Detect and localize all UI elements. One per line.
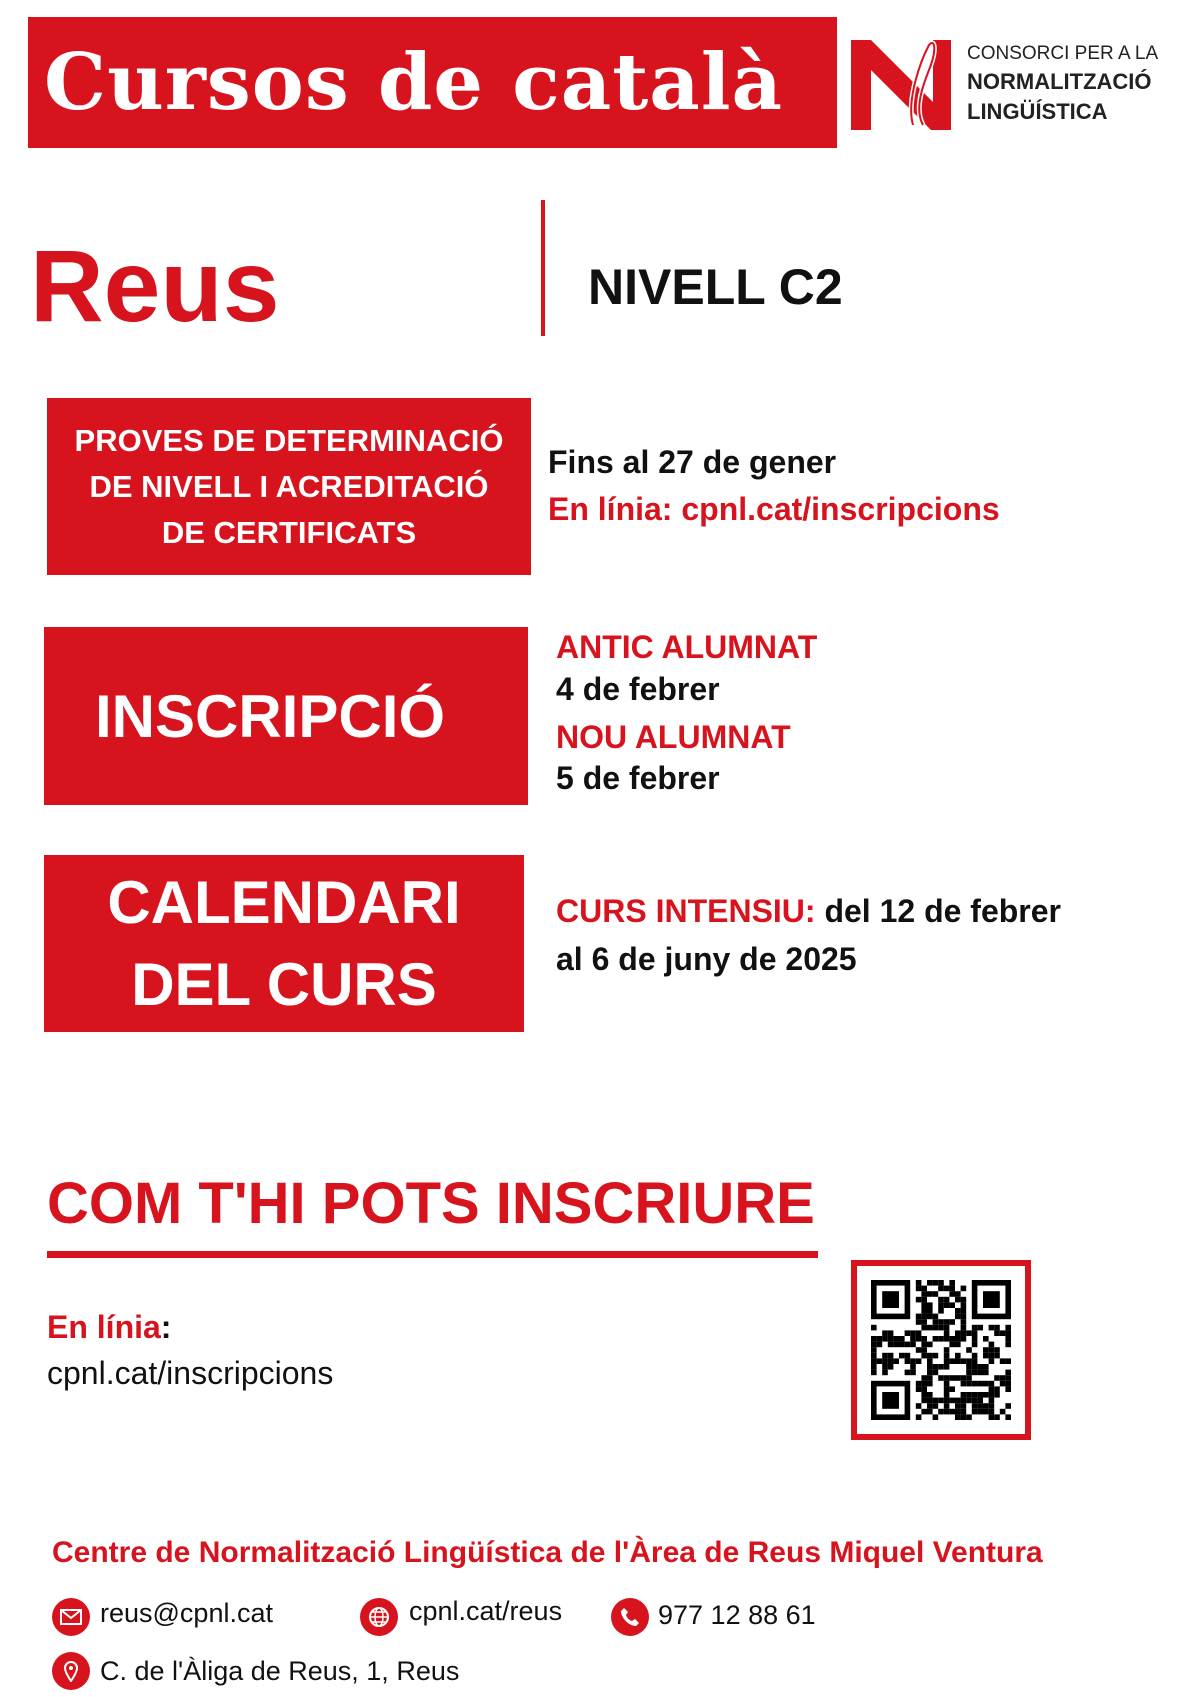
email-link[interactable]: reus@cpnl.cat [100, 1598, 273, 1628]
online-registration-link[interactable]: En línia: cpnl.cat/inscripcions [548, 491, 1000, 527]
registration-url[interactable]: cpnl.cat/inscripcions [47, 1355, 334, 1391]
logo-line-2: NORMALITZACIÓ [967, 69, 1152, 94]
course-type: CURS INTENSIU: [556, 893, 816, 929]
label-line: CALENDARI [107, 868, 461, 936]
label-line: DEL CURS [131, 950, 437, 1018]
phone-icon [611, 1598, 649, 1636]
website-link[interactable]: cpnl.cat/reus [409, 1596, 563, 1626]
online-label: En línia [47, 1309, 161, 1345]
logo-line-3: LINGÜÍSTICA [967, 99, 1108, 124]
title-banner [28, 17, 837, 148]
former-students-label: ANTIC ALUMNAT [556, 629, 818, 665]
former-students-date: 4 de febrer [556, 671, 720, 707]
label-line: DE CERTIFICATS [161, 514, 417, 550]
level-label: NIVELL C2 [588, 259, 843, 315]
label-text: INSCRIPCIÓ [95, 682, 446, 750]
placement-tests-label [47, 398, 531, 575]
email-icon [52, 1598, 90, 1636]
course-dates-end: al 6 de juny de 2025 [556, 941, 857, 977]
globe-icon [360, 1598, 398, 1636]
new-students-date: 5 de febrer [556, 760, 720, 796]
label-line: DE NIVELL I ACREDITACIÓ [89, 468, 489, 504]
how-to-register-heading: COM T'HI POTS INSCRIURE [47, 1171, 815, 1236]
colon: : [160, 1309, 172, 1345]
new-students-label: NOU ALUMNAT [556, 719, 791, 755]
label-line: PROVES DE DETERMINACIÓ [74, 422, 504, 458]
registration-label [44, 627, 528, 805]
qr-code-icon [871, 1280, 1011, 1420]
address: C. de l'Àliga de Reus, 1, Reus [100, 1656, 460, 1686]
center-name: Centre de Normalització Lingüística de l'Àrea de Reus Miquel Ventura [52, 1536, 1043, 1569]
course-dates: del 12 de febrer [824, 893, 1061, 929]
city-name: Reus [30, 229, 280, 343]
course-calendar-label [44, 855, 524, 1032]
cpnl-logo-icon [851, 40, 961, 130]
page-title: Cursos de català [44, 37, 783, 128]
phone-number[interactable]: 977 12 88 61 [658, 1600, 816, 1630]
cpnl-logo [851, 40, 1181, 132]
location-pin-icon [52, 1652, 90, 1690]
logo-line-1: CONSORCI PER A LA [967, 43, 1159, 64]
heading-underline [47, 1251, 818, 1258]
divider [541, 200, 545, 336]
deadline-text: Fins al 27 de gener [548, 444, 837, 480]
qr-code[interactable] [851, 1260, 1031, 1440]
